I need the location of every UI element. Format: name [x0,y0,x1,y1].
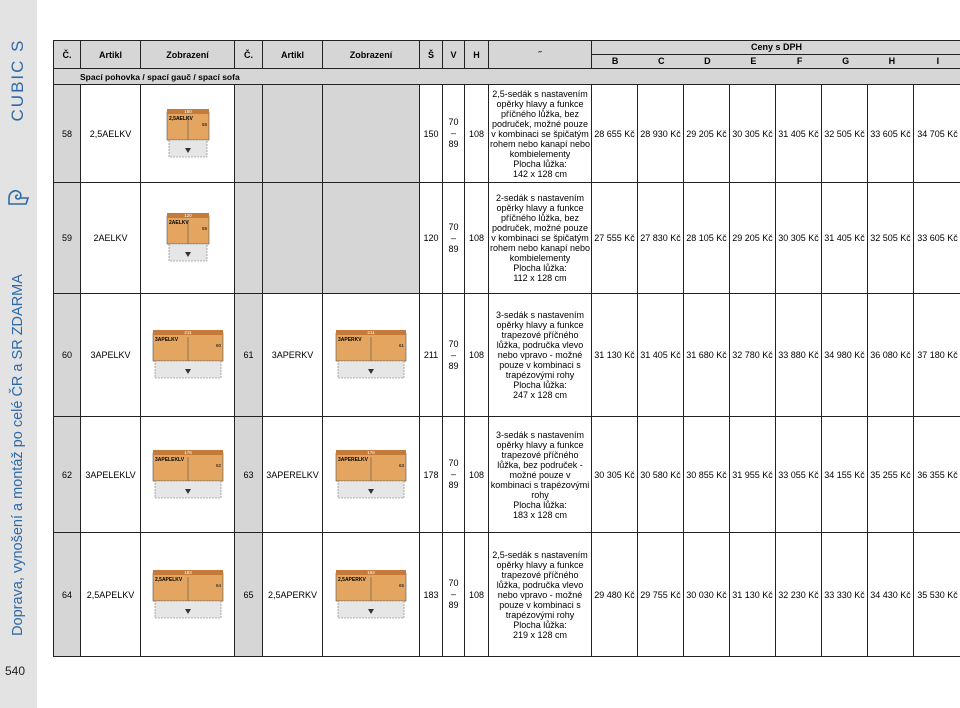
price-cell: 29 205 Kč [684,85,730,183]
sofa-number: 63 [398,462,404,468]
depth-value: 108 [465,183,489,294]
sofa-dimension: 211 [367,330,375,335]
empty-view-cell [323,183,420,294]
depth-value: 108 [465,294,489,417]
height-range: 70 – 89 [443,417,465,533]
row-number: 58 [54,85,81,183]
price-cell: 34 155 Kč [822,417,868,533]
width-value: 211 [420,294,443,417]
sofa-dimension: 120 [183,213,192,218]
table-row [54,417,960,533]
price-col-d: D [704,56,711,66]
table-row [54,85,960,183]
price-cell: 34 430 Kč [868,533,914,657]
price-cell: 31 130 Kč [592,294,638,417]
header-no-2: Č. [235,41,263,69]
empty-no-cell [235,85,263,183]
price-cell: 30 030 Kč [684,533,730,657]
sofa-number: 65 [398,582,404,588]
empty-article-cell [263,85,323,183]
sofa-label: 3APELKV [154,337,178,343]
view-cell [141,294,235,417]
view-cell-2 [323,294,420,417]
price-cell: 32 230 Kč [776,533,822,657]
price-cell: 33 330 Kč [822,533,868,657]
price-cell: 35 530 Kč [914,533,960,657]
empty-no-cell [235,183,263,294]
price-columns [592,55,960,68]
price-cell: 36 080 Kč [868,294,914,417]
price-col-e: E [750,56,757,66]
sofa-label: 3APERELKV [338,456,369,463]
width-value: 178 [420,417,443,533]
row-number-2: 61 [235,294,263,417]
row-number: 60 [54,294,81,417]
sofa-label: 2,5AELKV [168,115,193,122]
price-cell: 31 405 Kč [776,85,822,183]
price-cell: 37 180 Kč [914,294,960,417]
header-view: Zobrazení [141,41,235,69]
height-range: 70 – 89 [443,294,465,417]
sofa-number: 61 [398,343,404,348]
price-cell: 29 480 Kč [592,533,638,657]
sofa-diagram [334,567,408,623]
row-number: 59 [54,183,81,294]
price-col-b: B [611,56,619,66]
depth-value: 108 [465,85,489,183]
article-code: 3APELEKLV [81,417,141,533]
height-range: 70 – 89 [443,183,465,294]
price-cell: 34 705 Kč [914,85,960,183]
table-row [54,183,960,294]
view-cell [141,85,235,183]
sofa-number: 59 [201,226,207,231]
price-cell: 27 555 Kč [592,183,638,294]
header-no: Č. [54,41,81,69]
page-number: 540 [5,664,26,678]
price-col-c: C [657,56,665,66]
view-cell [141,183,235,294]
header-row [54,41,960,69]
sofa-label: 2,5APERKV [338,576,366,583]
view-cell [141,417,235,533]
price-cell: 32 505 Kč [822,85,868,183]
delivery-note: Doprava, vynošení a montáž po celé ČR a SR ZDARMA [10,274,26,636]
price-cell: 31 405 Kč [822,183,868,294]
price-cell: 33 880 Kč [776,294,822,417]
article-code: 2AELKV [81,183,141,294]
sofa-dimension: 178 [367,449,375,455]
depth-value: 108 [465,417,489,533]
sofa-diagram [151,327,225,383]
article-code: 3APELKV [81,294,141,417]
price-cell: 33 605 Kč [868,85,914,183]
sofa-dimension: 183 [183,569,192,575]
sidebar [0,0,37,708]
price-cell: 30 305 Kč [592,417,638,533]
sofa-dimension: 150 [183,108,192,114]
empty-view-cell [323,85,420,183]
height-range: 70 – 89 [443,533,465,657]
price-cell: 28 655 Kč [592,85,638,183]
sofa-diagram [151,567,225,623]
price-col-i: I [936,56,940,66]
sofa-diagram [334,327,408,383]
price-cell: 29 205 Kč [730,183,776,294]
sofa-number: 60 [215,343,221,348]
header-height: V [443,41,465,69]
sofa-label: 3APELEKLV [154,456,184,463]
sofa-dimension: 178 [183,449,192,455]
price-cell: 30 305 Kč [730,85,776,183]
view-cell-2 [323,533,420,657]
sofa-dimension: 211 [183,330,192,335]
header-article: Artikl [81,41,141,69]
price-col-f: F [796,56,803,66]
section-title: Spací pohovka / spací gauč / spací sofa [54,69,960,85]
width-value: 120 [420,183,443,294]
header-description: ˝ [489,41,592,69]
price-cell: 33 605 Kč [914,183,960,294]
article-code-2: 2,5APERKV [263,533,323,657]
sofa-diagram [151,447,225,503]
row-number: 62 [54,417,81,533]
row-number-2: 65 [235,533,263,657]
price-cell: 30 855 Kč [684,417,730,533]
article-code-2: 3APERKV [263,294,323,417]
article-code: 2,5AELKV [81,85,141,183]
table-row [54,533,960,657]
price-col-g: G [842,56,850,66]
description: 2-sedák s nastavením opěrky hlavy a funkce příčného lůžka, bez područek, možné pouze v kombinaci se špičatým rohem nebo kanapí nebo kombielementy Plocha lůžka: 112 x 128 cm [489,183,592,294]
price-cell: 28 105 Kč [684,183,730,294]
view-cell-2 [323,417,420,533]
price-cell: 27 830 Kč [638,183,684,294]
price-cell: 31 130 Kč [730,533,776,657]
sofa-diagram [334,447,408,503]
empty-article-cell [263,183,323,294]
description: 2,5-sedák s nastavením opěrky hlavy a funkce příčného lůžka, bez područek, možné pouze v kombinaci se špičatým rohem nebo kanapí nebo kombielementy Plocha lůžka: 142 x 128 cm [489,85,592,183]
price-cell: 31 680 Kč [684,294,730,417]
price-cell: 36 355 Kč [914,417,960,533]
section-row [54,69,960,85]
sofa-number: 58 [201,121,207,127]
brand-title: CUBIC S [8,38,27,122]
header-depth: H [465,41,489,69]
sofa-diagram [165,210,211,266]
sofa-number: 62 [215,462,221,468]
price-cell: 30 580 Kč [638,417,684,533]
header-prices [592,41,960,69]
price-cell: 32 780 Kč [730,294,776,417]
sofa-number: 64 [215,582,221,588]
sofa-label: 2,5APELKV [154,576,182,583]
price-cell: 35 255 Kč [868,417,914,533]
width-value: 183 [420,533,443,657]
price-cell: 31 405 Kč [638,294,684,417]
header-view-2: Zobrazení [323,41,420,69]
header-width: Š [420,41,443,69]
price-cell: 31 955 Kč [730,417,776,533]
prices-title: Ceny s DPH [592,41,960,55]
view-cell [141,533,235,657]
sofa-diagram [165,106,211,162]
description: 3-sedák s nastavením opěrky hlavy a funkce trapezové příčného lůžka, bez područek - možné pouze v kombinaci s trapézovými rohy Plocha lůžka: 183 x 128 cm [489,417,592,533]
row-number: 64 [54,533,81,657]
sofa-roll-icon [6,184,30,208]
depth-value: 108 [465,533,489,657]
height-range: 70 – 89 [443,85,465,183]
price-cell: 29 755 Kč [638,533,684,657]
description: 3-sedák s nastavením opěrky hlavy a funkce trapezové příčného lůžka, područka vlevo nebo vpravo - možné pouze v kombinaci s trapézovými rohy Plocha lůžka: 247 x 128 cm [489,294,592,417]
price-table [53,40,960,657]
sofa-label: 3APERKV [338,337,362,343]
price-cell: 28 930 Kč [638,85,684,183]
row-number-2: 63 [235,417,263,533]
price-col-h: H [888,56,896,66]
price-cell: 30 305 Kč [776,183,822,294]
width-value: 150 [420,85,443,183]
sofa-dimension: 183 [367,569,375,575]
description: 2,5-sedák s nastavením opěrky hlavy a funkce trapezové příčného lůžka, područka vlevo nebo vpravo - možné pouze v kombinaci s trapézovými rohy Plocha lůžka: 219 x 128 cm [489,533,592,657]
price-cell: 33 055 Kč [776,417,822,533]
table-row [54,294,960,417]
header-article-2: Artikl [263,41,323,69]
price-cell: 34 980 Kč [822,294,868,417]
article-code-2: 3APERELKV [263,417,323,533]
sofa-label: 2AELKV [168,220,189,226]
article-code: 2,5APELKV [81,533,141,657]
price-cell: 32 505 Kč [868,183,914,294]
